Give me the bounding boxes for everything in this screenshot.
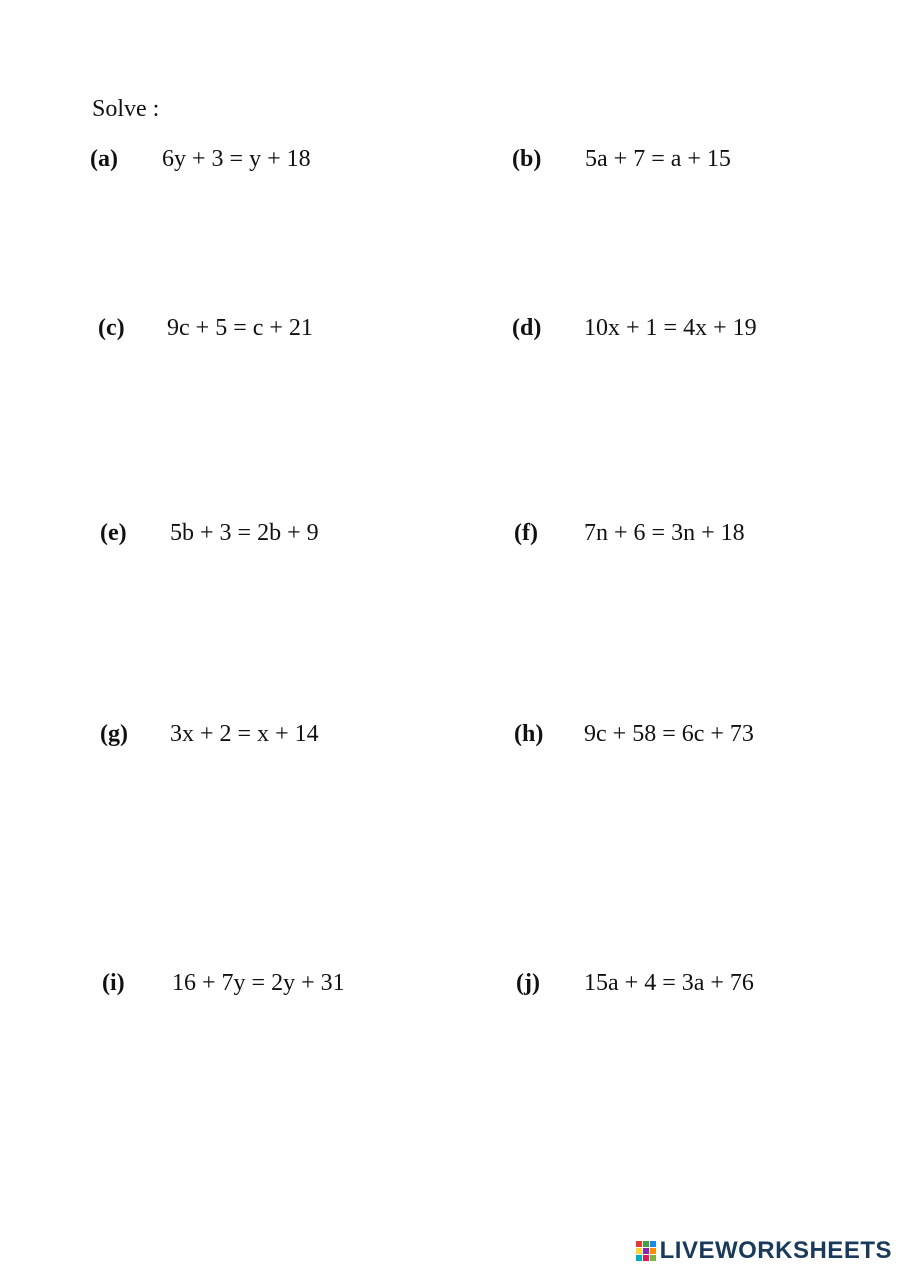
problem-label: (b) [512, 146, 542, 172]
logo-square [650, 1255, 656, 1261]
problem-label: (g) [100, 721, 128, 747]
logo-square [643, 1255, 649, 1261]
problem-equation: 9c + 5 = c + 21 [167, 315, 313, 341]
problem-equation: 15a + 4 = 3a + 76 [584, 970, 754, 996]
problem-label: (i) [102, 970, 125, 996]
problem-equation: 10x + 1 = 4x + 19 [584, 315, 757, 341]
problem-label: (f) [514, 520, 538, 546]
liveworksheets-logo-icon [636, 1241, 656, 1261]
problem-label: (c) [98, 315, 125, 341]
problem-label: (e) [100, 520, 127, 546]
problem-label: (a) [90, 146, 118, 172]
problem-equation: 5b + 3 = 2b + 9 [170, 520, 319, 546]
problem-equation: 5a + 7 = a + 15 [585, 146, 731, 172]
problem-equation: 16 + 7y = 2y + 31 [172, 970, 345, 996]
problem-equation: 6y + 3 = y + 18 [162, 146, 311, 172]
logo-square [643, 1241, 649, 1247]
logo-square [643, 1248, 649, 1254]
problem-label: (d) [512, 315, 542, 341]
logo-square [650, 1248, 656, 1254]
logo-square [636, 1248, 642, 1254]
problem-equation: 9c + 58 = 6c + 73 [584, 721, 754, 747]
logo-square [636, 1241, 642, 1247]
problem-equation: 7n + 6 = 3n + 18 [584, 520, 745, 546]
brand-text: LIVEWORKSHEETS [659, 1237, 892, 1264]
instruction-text: Solve : [92, 96, 160, 122]
problem-equation: 3x + 2 = x + 14 [170, 721, 319, 747]
logo-square [650, 1241, 656, 1247]
problem-label: (j) [516, 970, 540, 996]
problem-label: (h) [514, 721, 544, 747]
logo-square [636, 1255, 642, 1261]
liveworksheets-watermark [636, 1237, 892, 1265]
